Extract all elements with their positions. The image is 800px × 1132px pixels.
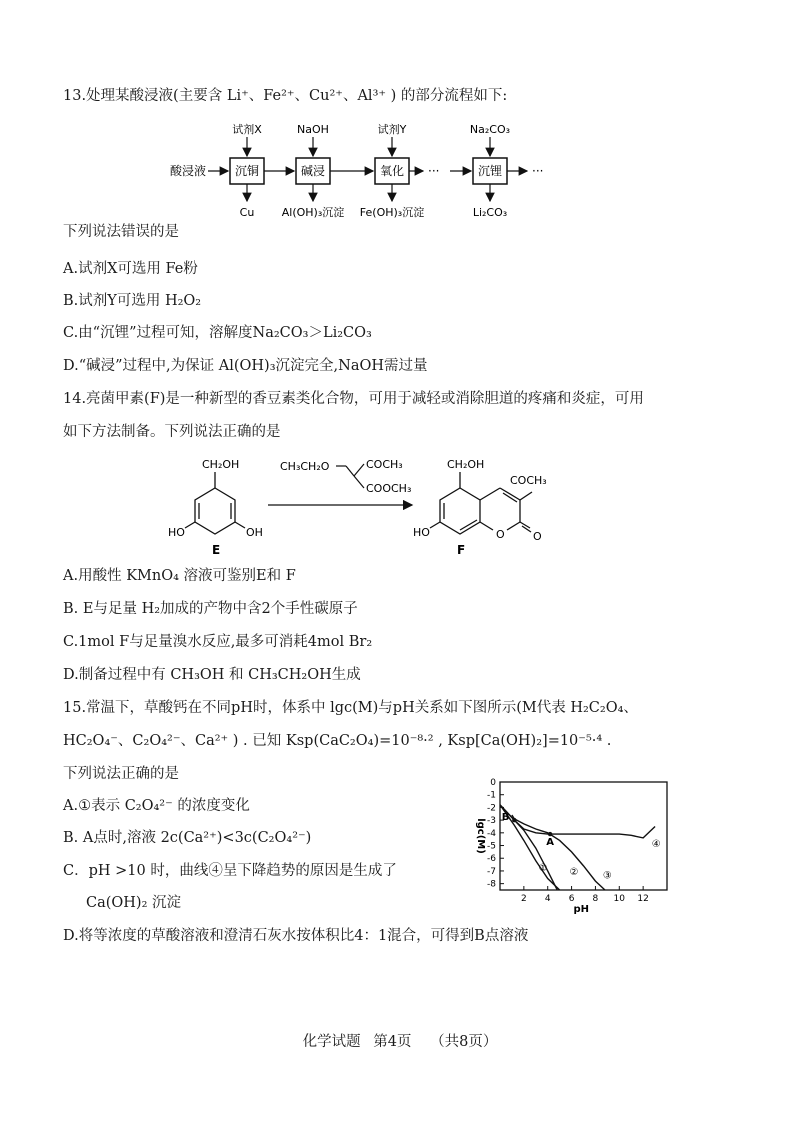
- flow-step: [473, 158, 507, 184]
- y-tick-label: -2: [487, 803, 496, 814]
- y-tick-label: -6: [487, 854, 496, 865]
- q15-option-a: A.①表示 C₂O₄²⁻ 的浓度变化: [63, 798, 250, 814]
- series-label: ④: [651, 838, 661, 850]
- q14-option-c: C.1mol F与足量溴水反应,最多可消耗4mol Br₂: [63, 634, 373, 650]
- reagent-skeleton: [336, 464, 364, 488]
- flow-reagent: 试剂Y: [377, 123, 407, 136]
- q15-option-c-cont: Ca(OH)₂ 沉淀: [86, 895, 182, 911]
- x-tick-label: 8: [592, 894, 599, 904]
- y-tick-label: 0: [490, 778, 496, 788]
- flow-reagent: 试剂X: [232, 123, 262, 136]
- flow-product: Fe(OH)₃沉淀: [359, 206, 425, 219]
- series-label: ①: [538, 862, 548, 874]
- q14-stem-line1: 14.亮菌甲素(F)是一种新型的香豆素类化合物，可用于减轻或消除胆道的疼痛和炎症，可用: [63, 391, 644, 407]
- flow-ellipsis: ···: [532, 164, 544, 178]
- e-top-group: CH₂OH: [202, 458, 240, 471]
- q14-option-b: B. E与足量 H₂加成的产物中含2个手性碳原子: [63, 601, 358, 617]
- footer-page: 第4页: [373, 1034, 412, 1050]
- flow-step-label: 沉铜: [234, 164, 260, 178]
- e-right-group: OH: [246, 526, 263, 539]
- q13-option-b: B.试剂Y可选用 H₂O₂: [63, 293, 202, 309]
- footer-total: （共8页）: [430, 1034, 498, 1050]
- y-tick-label: -8: [487, 879, 496, 890]
- q13-stem: 13.处理某酸浸液(主要含 Li⁺、Fe²⁺、Cu²⁺、Al³⁺ ) 的部分流程如下:: [63, 88, 508, 104]
- f-ring-oxygen: O: [496, 528, 505, 541]
- q15-option-c: C．pH >10 时，曲线④呈下降趋势的原因是生成了: [63, 863, 397, 879]
- q15-option-b: B. A点时,溶液 2c(Ca²⁺)<3c(C₂O₄²⁻): [63, 830, 312, 846]
- reagent-left-group: CH₃CH₂O: [280, 460, 330, 473]
- x-tick-label: 10: [613, 894, 626, 904]
- e-label: E: [212, 543, 221, 557]
- q13-option-c: C.由“沉锂”过程可知，溶解度Na₂CO₃＞Li₂CO₃: [63, 325, 372, 341]
- molecule-e: [185, 472, 245, 534]
- annotation-point: [548, 832, 552, 836]
- q15-stem-line1: 15.常温下，草酸钙在不同pH时，体系中 lgc(M)与pH关系如下图所示(M代表 H₂C₂O₄、: [63, 700, 638, 716]
- x-tick-label: 12: [637, 894, 649, 904]
- series-label: ②: [569, 866, 579, 878]
- flow-product: Al(OH)₃沉淀: [281, 206, 345, 219]
- flow-reagent: Na₂CO₃: [469, 123, 511, 136]
- f-carbonyl-oxygen: O: [533, 530, 542, 543]
- series-label: ③: [602, 870, 612, 882]
- flow-step-label: 碱浸: [300, 164, 326, 178]
- reagent-bottom-group: COOCH₃: [366, 482, 412, 495]
- flow-product: Li₂CO₃: [472, 206, 508, 219]
- q14-option-a: A.用酸性 KMnO₄ 溶液可鉴别E和 F: [63, 568, 296, 584]
- x-tick-label: 6: [568, 894, 575, 904]
- flow-ellipsis: ···: [428, 164, 440, 178]
- page-footer: [0, 1030, 800, 1051]
- q15-prompt: 下列说法正确的是: [63, 766, 179, 782]
- plot-frame: [500, 782, 667, 890]
- reagent-top-group: COCH₃: [366, 458, 403, 471]
- series-line-3: [512, 815, 605, 890]
- f-label: F: [457, 543, 466, 557]
- f-acyl-group: COCH₃: [510, 474, 547, 487]
- q13-option-a: A.试剂X可选用 Fe粉: [63, 261, 198, 277]
- x-axis-label: pH: [573, 904, 590, 915]
- flow-start: 酸浸液: [170, 164, 207, 178]
- e-left-group: HO: [168, 526, 185, 539]
- q13-prompt: 下列说法错误的是: [63, 224, 179, 240]
- series-line-4: [500, 805, 655, 838]
- x-tick-label: 4: [544, 894, 551, 904]
- flow-step-label: 沉锂: [477, 164, 503, 178]
- q13-flow-diagram: [160, 115, 580, 225]
- q13-option-d: D.“碱浸”过程中,为保证 Al(OH)₃沉淀完全,NaOH需过量: [63, 358, 428, 374]
- q15-stem-line2: HC₂O₄⁻、C₂O₄²⁻、Ca²⁺ ) . 已知 Ksp(CaC₂O₄)=10⁻⁸·² , Ksp[Ca(OH)₂]=10⁻⁵·⁴ .: [63, 733, 612, 749]
- annotation-label: B: [501, 812, 510, 824]
- flow-step: [375, 158, 409, 184]
- y-tick-label: -4: [487, 828, 496, 839]
- annotation-point: [512, 818, 516, 822]
- y-axis-label: lgc(M): [475, 818, 486, 854]
- flow-product: Cu: [239, 206, 255, 219]
- y-tick-label: -5: [487, 841, 496, 852]
- f-top-group: CH₂OH: [447, 458, 485, 471]
- q14-reaction-scheme: [160, 450, 560, 562]
- q14-stem-line2: 如下方法制备。下列说法正确的是: [63, 424, 281, 440]
- annotation-label: A: [546, 837, 554, 849]
- y-tick-label: -3: [487, 816, 496, 827]
- f-left-group: HO: [413, 526, 430, 539]
- footer-title: 化学试题: [302, 1034, 361, 1050]
- x-tick-label: 2: [520, 894, 527, 904]
- q15-chart: [462, 772, 692, 922]
- q15-option-d: D.将等浓度的草酸溶液和澄清石灰水按体积比4：1混合，可得到B点溶液: [63, 928, 529, 944]
- flow-step: [296, 158, 330, 184]
- y-tick-label: -7: [487, 866, 496, 877]
- flow-step: [230, 158, 264, 184]
- flow-reagent: NaOH: [297, 123, 329, 136]
- q14-option-d: D.制备过程中有 CH₃OH 和 CH₃CH₂OH生成: [63, 667, 361, 683]
- y-tick-label: -1: [487, 790, 496, 801]
- flow-step-label: 氧化: [379, 164, 405, 178]
